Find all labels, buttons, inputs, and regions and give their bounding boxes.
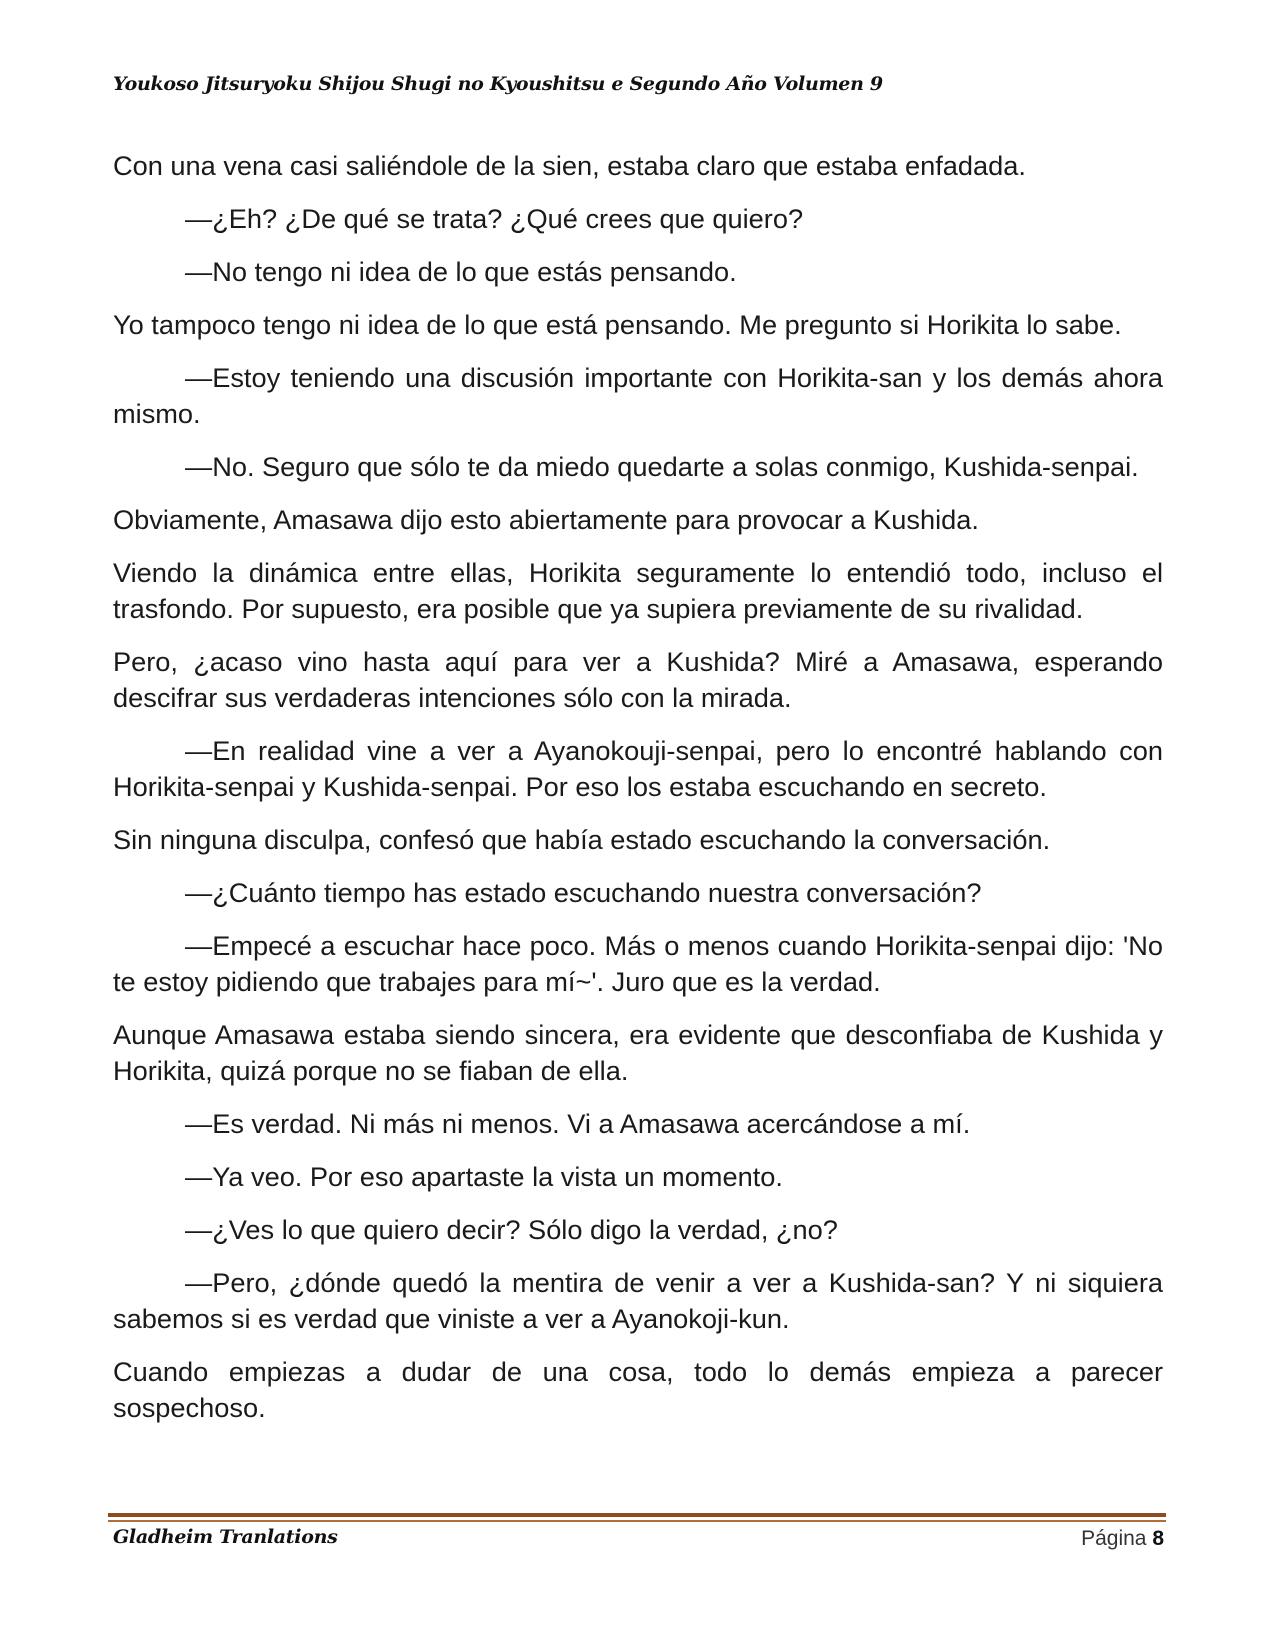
dialogue-line: —¿Ves lo que quiero decir? Sólo digo la verdad, ¿no? <box>185 1214 838 1245</box>
dialogue-line: —No tengo ni idea de lo que estás pensando. <box>185 256 737 287</box>
footer-divider-thin <box>108 1520 1166 1522</box>
paragraph: Viendo la dinámica entre ellas, Horikita seguramente lo entendió todo, incluso el trasfondo. Por supuesto, era posible que ya supiera previamente de su rivalidad. <box>113 557 1163 624</box>
document-body <box>113 148 1163 1443</box>
dialogue-line: —Es verdad. Ni más ni menos. Vi a Amasawa acercándose a mí. <box>185 1108 971 1139</box>
page-number: 8 <box>1152 1527 1164 1550</box>
footer-brand: Gladheim Tranlations <box>113 1526 338 1548</box>
paragraph: Con una vena casi saliéndole de la sien, estaba claro que estaba enfadada. <box>113 150 1026 181</box>
paragraph: Obviamente, Amasawa dijo esto abiertamente para provocar a Kushida. <box>113 504 979 535</box>
dialogue-line: —Pero, ¿dónde quedó la mentira de venir a ver a Kushida-san? Y ni siquiera sabemos si es verdad que viniste a ver a Ayanokoji-kun. <box>113 1267 1163 1334</box>
dialogue-line: —En realidad vine a ver a Ayanokouji-senpai, pero lo encontré hablando con Horikita-senpai y Kushida-senpai. Por eso los estaba escuchando en secreto. <box>113 735 1163 802</box>
paragraph: Cuando empiezas a dudar de una cosa, todo lo demás empieza a parecer sospechoso. <box>113 1356 1163 1423</box>
page-label: Página <box>1081 1527 1147 1550</box>
dialogue-line: —Ya veo. Por eso apartaste la vista un momento. <box>185 1161 783 1192</box>
page-header-title: Youkoso Jitsuryoku Shijou Shugi no Kyoushitsu e Segundo Año Volumen 9 <box>113 73 883 95</box>
dialogue-line: —Estoy teniendo una discusión importante con Horikita-san y los demás ahora mismo. <box>113 362 1163 429</box>
dialogue-line: —No. Seguro que sólo te da miedo quedarte a solas conmigo, Kushida-senpai. <box>185 451 1139 482</box>
dialogue-line: —¿Eh? ¿De qué se trata? ¿Qué crees que quiero? <box>185 203 804 234</box>
dialogue-line: —¿Cuánto tiempo has estado escuchando nuestra conversación? <box>185 877 982 908</box>
footer-divider-thick <box>108 1513 1166 1517</box>
paragraph: Sin ninguna disculpa, confesó que había estado escuchando la conversación. <box>113 824 1051 855</box>
paragraph: Pero, ¿acaso vino hasta aquí para ver a Kushida? Miré a Amasawa, esperando descifrar sus verdaderas intenciones sólo con la mirada. <box>113 646 1163 713</box>
dialogue-line: —Empecé a escuchar hace poco. Más o menos cuando Horikita-senpai dijo: 'No te estoy pidiendo que trabajes para mí~'. Juro que es la verdad. <box>113 930 1163 997</box>
page-number-label <box>1081 1527 1164 1551</box>
paragraph: Yo tampoco tengo ni idea de lo que está pensando. Me pregunto si Horikita lo sabe. <box>113 309 1122 340</box>
paragraph: Aunque Amasawa estaba siendo sincera, era evidente que desconfiaba de Kushida y Horikita, quizá porque no se fiaban de ella. <box>113 1019 1163 1086</box>
